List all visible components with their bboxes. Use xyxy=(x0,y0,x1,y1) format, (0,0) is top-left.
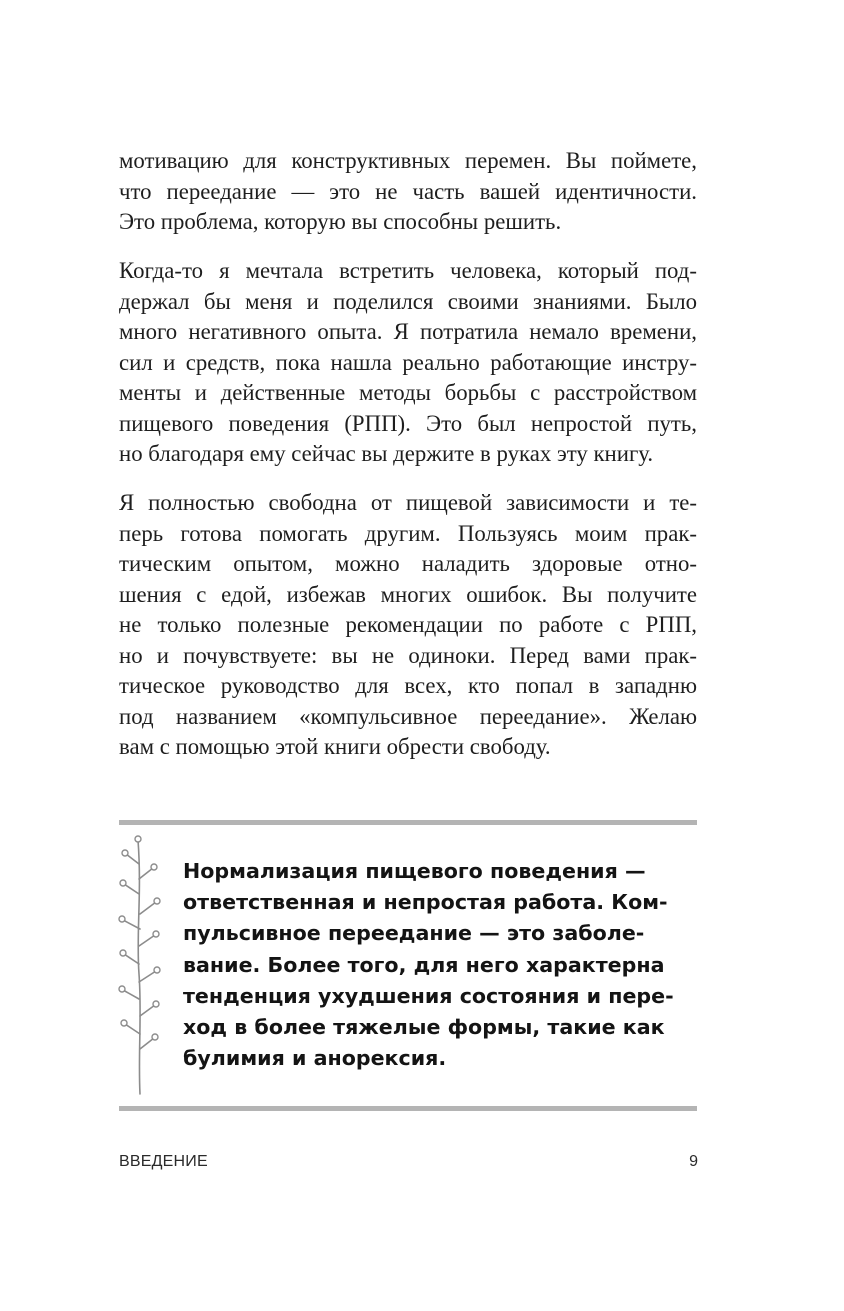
text-line: перь готова помогать другим. Пользуясь моим прак- xyxy=(119,520,697,546)
text-line: шения с едой, избежав многих ошибок. Вы получите xyxy=(119,581,697,607)
text-line: но благодаря ему сейчас вы держите в руках эту книгу. xyxy=(119,441,654,466)
callout-line: пульсивное переедание — это заболе- xyxy=(183,921,645,946)
text-line: держал бы меня и поделился своими знаниями. Было xyxy=(119,288,697,314)
callout-line: Нормализация пищевого поведения — xyxy=(183,859,646,883)
text-line: пищевого поведения (РПП). Это был непростой путь, xyxy=(119,410,697,436)
text-line: но и почувствуете: вы не одиноки. Перед вами прак- xyxy=(119,642,697,668)
text-line: вам с помощью этой книги обрести свободу. xyxy=(119,734,551,759)
callout-line: булимия и анорексия. xyxy=(183,1046,447,1071)
callout-line: ответственная и непростая работа. Ком- xyxy=(183,890,668,915)
text-line: много негативного опыта. Я потратила немало времени, xyxy=(119,319,697,344)
callout-line: вание. Более того, для него характерна xyxy=(183,952,665,977)
callout-text xyxy=(183,856,683,1074)
body-paragraph-2 xyxy=(119,256,697,470)
callout-line: тенденция ухудшения состояния и пере- xyxy=(183,983,674,1008)
text-line: менты и действенные методы борьбы с расстройством xyxy=(119,380,697,405)
text-line: сил и средств, пока нашла реально работающие инстру- xyxy=(119,349,697,375)
running-footer-section: ВВЕДЕНИЕ xyxy=(119,1153,208,1170)
page-number: 9 xyxy=(689,1153,698,1170)
text-line: тическим опытом, можно наладить здоровые отно- xyxy=(119,551,697,576)
callout-line: ход в более тяжелые формы, такие как xyxy=(183,1015,665,1040)
callout-top-rule xyxy=(119,820,697,825)
body-paragraph-1 xyxy=(119,146,697,238)
text-line: тическое руководство для всех, кто попал в западню xyxy=(119,673,697,698)
text-line: что переедание — это не часть вашей идентичности. xyxy=(119,178,697,204)
text-line: Я полностью свободна от пищевой зависимости и те- xyxy=(119,490,697,515)
text-line: мотивацию для конструктивных перемен. Вы поймете, xyxy=(119,148,697,173)
text-line: не только полезные рекомендации по работе с РПП, xyxy=(119,612,697,637)
plant-branch-icon xyxy=(112,834,172,1096)
text-line: Когда-то я мечтала встретить человека, который под- xyxy=(119,258,697,283)
callout-bottom-rule xyxy=(119,1106,697,1111)
text-line: Это проблема, которую вы способны решить. xyxy=(119,209,562,234)
body-paragraph-3 xyxy=(119,488,697,763)
text-line: под названием «компульсивное переедание». Желаю xyxy=(119,703,697,729)
